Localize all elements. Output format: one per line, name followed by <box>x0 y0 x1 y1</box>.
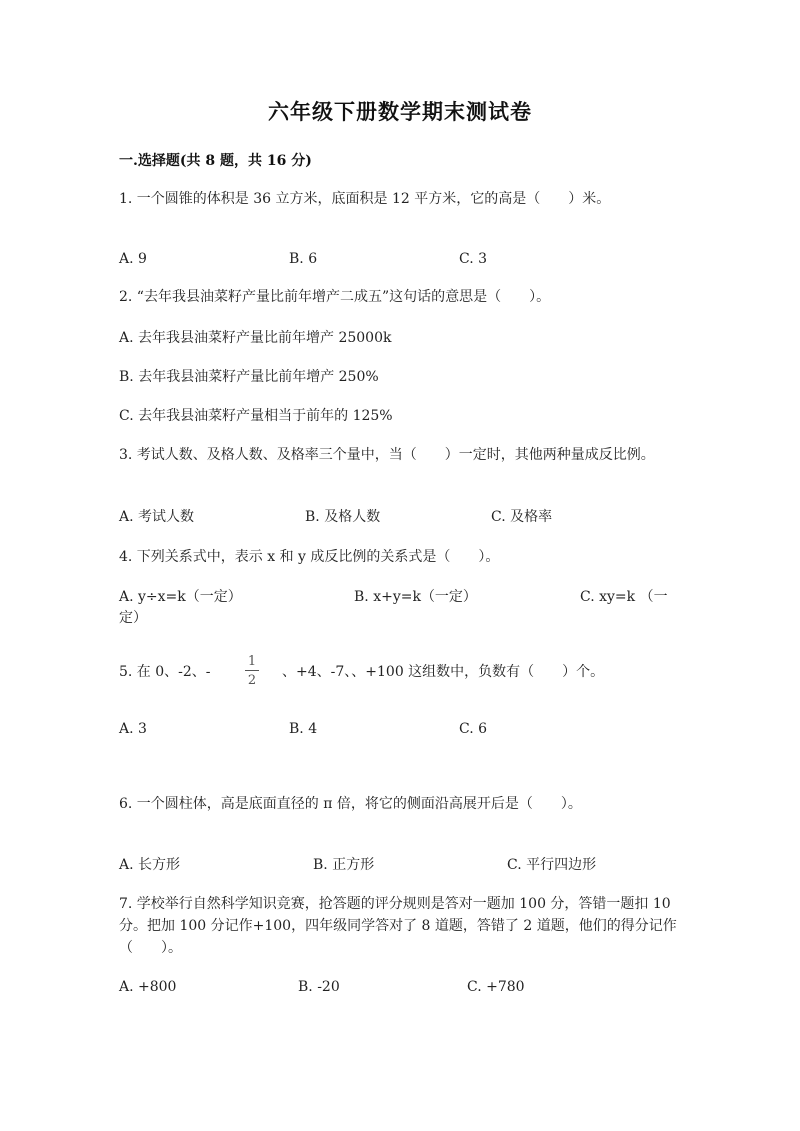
question-4-option-b[interactable]: B. x+y=k（一定） <box>354 589 477 605</box>
question-2-option-b[interactable]: B. 去年我县油菜籽产量比前年增产 250% <box>119 369 379 385</box>
question-5-stem-start: 5. 在 0、-2、- <box>119 664 211 680</box>
question-6-stem: 6. 一个圆柱体，高是底面直径的 π 倍，将它的侧面沿高展开后是（ ）。 <box>119 796 582 812</box>
question-4-stem: 4. 下列关系式中，表示 x 和 y 成反比例的关系式是（ ）。 <box>119 549 500 565</box>
question-3-stem: 3. 考试人数、及格人数、及格率三个量中，当（ ）一定时，其他两种量成反比例。 <box>119 447 655 463</box>
section-heading: 一.选择题(共 8 题，共 16 分) <box>119 153 312 169</box>
question-1-option-c[interactable]: C. 3 <box>459 251 488 267</box>
question-7-stem: 7. 学校举行自然科学知识竞赛，抢答题的评分规则是答对一题加 100 分，答错一题扣 10 分。把加 100 分记作+100，四年级同学答对了 8 道题，答错了 2 道题，他们的得分记作（ ）。 <box>119 896 677 956</box>
fraction-numerator: 1 <box>247 654 257 669</box>
page-title: 六年级下册数学期末测试卷 <box>268 99 532 124</box>
question-5-option-b[interactable]: B. 4 <box>289 721 318 737</box>
question-4-option-a[interactable]: A. y÷x=k（一定） <box>119 589 242 605</box>
question-6-option-c[interactable]: C. 平行四边形 <box>507 857 597 873</box>
question-7-option-c[interactable]: C. +780 <box>467 979 525 995</box>
question-1-option-b[interactable]: B. 6 <box>289 251 318 267</box>
question-2-stem: 2. “去年我县油菜籽产量比前年增产二成五”这句话的意思是（ ）。 <box>119 289 551 305</box>
question-5-option-c[interactable]: C. 6 <box>459 721 488 737</box>
question-4-option-c-continued: 定） <box>119 610 147 626</box>
question-3-option-b[interactable]: B. 及格人数 <box>305 509 381 525</box>
question-4-option-c[interactable]: C. xy=k （一 <box>580 589 668 605</box>
question-1-option-a[interactable]: A. 9 <box>119 251 147 267</box>
question-6-option-b[interactable]: B. 正方形 <box>313 857 375 873</box>
question-2-option-c[interactable]: C. 去年我县油菜籽产量相当于前年的 125% <box>119 408 393 424</box>
question-2-option-a[interactable]: A. 去年我县油菜籽产量比前年增产 25000k <box>119 330 392 346</box>
question-7-option-b[interactable]: B. -20 <box>298 979 340 995</box>
question-5-stem-end: 、+4、-7、、+100 这组数中，负数有（ ）个。 <box>282 664 605 680</box>
question-3-option-c[interactable]: C. 及格率 <box>491 509 553 525</box>
fraction-denominator: 2 <box>247 673 257 688</box>
question-5-option-a[interactable]: A. 3 <box>119 721 147 737</box>
fraction-bar <box>245 670 259 671</box>
question-1-stem: 1. 一个圆锥的体积是 36 立方米，底面积是 12 平方米，它的高是（ ）米。 <box>119 191 611 207</box>
question-6-option-a[interactable]: A. 长方形 <box>119 857 181 873</box>
question-7-option-a[interactable]: A. +800 <box>119 979 177 995</box>
question-3-option-a[interactable]: A. 考试人数 <box>119 509 195 525</box>
